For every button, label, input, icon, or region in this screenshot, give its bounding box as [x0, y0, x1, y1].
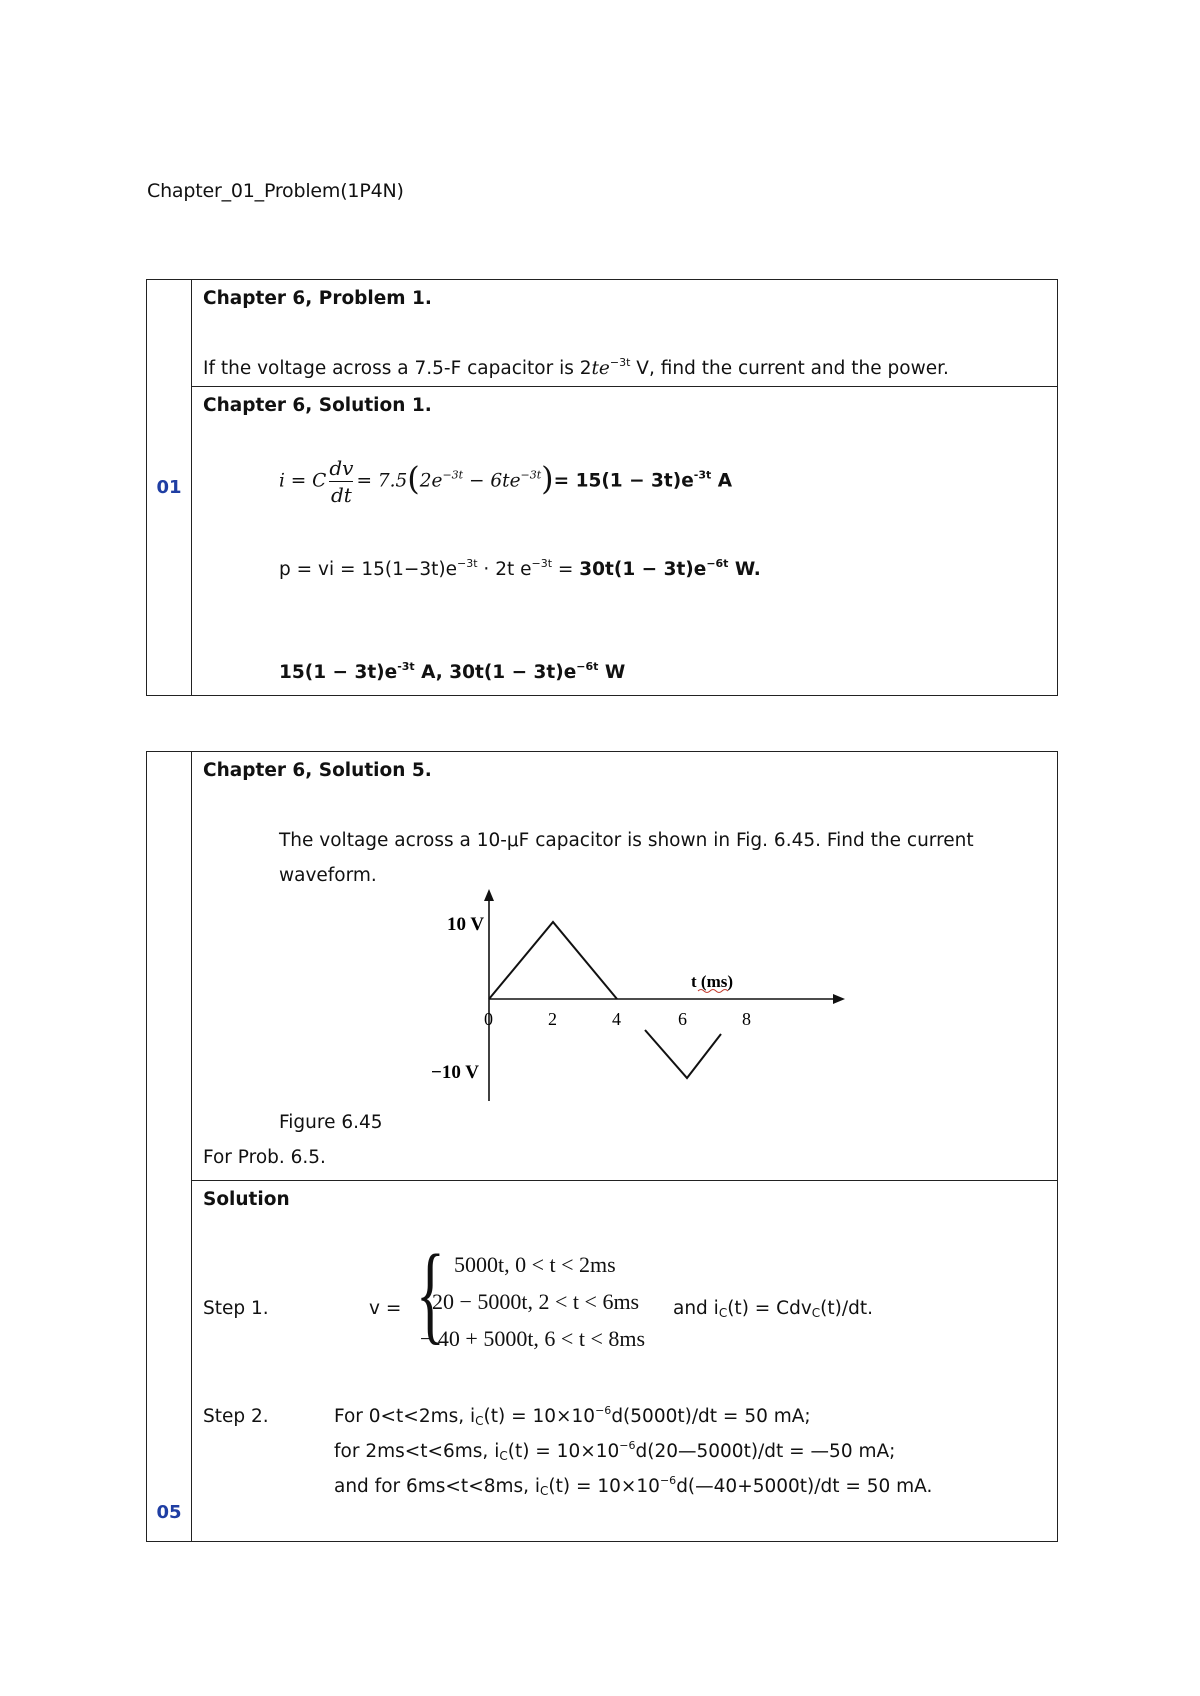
step1-derivative-note: and $i_C(t) = Cdv_C(t)/dt$. — [673, 1298, 873, 1320]
tick-label: 6 — [678, 1009, 687, 1029]
x-axis-arrow — [833, 994, 845, 1004]
piecewise-line-3: − 40 + 5000t, 6 < t < 8ms — [420, 1326, 646, 1351]
problem-number: 05 — [147, 752, 192, 1542]
voltage-waveform-figure — [417, 887, 857, 1107]
piecewise-line-1: 5000t, 0 < t < 2ms — [454, 1252, 616, 1277]
tick-label: 0 — [484, 1009, 493, 1029]
step2-label: Step 2. — [203, 1406, 269, 1427]
question-line-1: The voltage across a 10-μF capacitor is shown in Fig. 6.45. Find the current — [279, 830, 974, 851]
step1-v-label: v = — [369, 1298, 402, 1319]
problem-number: 01 — [147, 280, 192, 696]
solution-header: Chapter 6, Solution 1. — [203, 395, 432, 416]
problem-cell — [192, 752, 1058, 1181]
x-axis-label: t (ms) — [691, 972, 734, 991]
y-axis-arrow — [484, 889, 494, 901]
waveform-rise-fall — [489, 922, 617, 999]
solution-cell — [192, 1181, 1058, 1542]
spell-underline — [698, 990, 728, 993]
document-title: Chapter_01_Problem(1P4N) — [147, 180, 404, 202]
piecewise-brace: { — [415, 1232, 445, 1354]
problem-header: Chapter 6, Problem 1. — [203, 288, 432, 309]
piecewise-line-2: 20 − 5000t, 2 < t < 6ms — [432, 1289, 640, 1314]
solution-header: Solution — [203, 1189, 290, 1210]
step1-label: Step 1. — [203, 1298, 269, 1319]
solution-header: Chapter 6, Solution 5. — [203, 760, 432, 781]
question-line-2: waveform. — [279, 865, 377, 886]
step2-line-1: For 0<t<2ms, $i_C(t) = 10\times 10^{-6}d(5000t)/dt = 50$ mA; — [334, 1404, 811, 1428]
solution-cell — [192, 387, 1058, 696]
y-top-label: 10 V — [447, 914, 485, 935]
step2-line-2: for 2ms<t<6ms, $i_C(t)$ = $10\times 10^{-6}d(20—5000t)/dt$ = —50 mA; — [334, 1439, 896, 1463]
equation-current: i = C $\frac{dv}{dt}$ = $7.5(2e^{-3t} - 6te^{-3t})= 15(1 - 3t)e^{-3t}$ A — [279, 456, 733, 507]
step2-line-3: and for 6ms<t<8ms, $i_C(t)$ = $10\times 10^{-6}d(—40+5000t)/dt = 50$ mA. — [334, 1474, 933, 1498]
equation-power: p = vi = $15(1-3t)e^{-3t} \cdot 2t$ $e^{-3t} = 30t(1 - 3t)e^{-6t}$ W. — [279, 557, 761, 580]
problem-05-table — [146, 751, 1058, 1542]
waveform-negative — [645, 1030, 721, 1078]
tick-label: 2 — [548, 1009, 557, 1029]
figure-caption: Figure 6.45 — [279, 1112, 383, 1133]
tick-label: 4 — [612, 1009, 621, 1029]
problem-01-table — [146, 279, 1058, 696]
tick-label: 8 — [742, 1009, 751, 1029]
problem-cell — [192, 280, 1058, 387]
y-bottom-label: −10 V — [431, 1062, 479, 1083]
problem-question: If the voltage across a 7.5-F capacitor is $2te^{-3t}$ V, find the current and the power. — [203, 356, 949, 379]
figure-caption-2: For Prob. 6.5. — [203, 1147, 326, 1168]
final-answer: $15(1 - 3t)e^{-3t}$ A, $30t(1 - 3t)e^{-6t}$ W — [279, 660, 626, 683]
